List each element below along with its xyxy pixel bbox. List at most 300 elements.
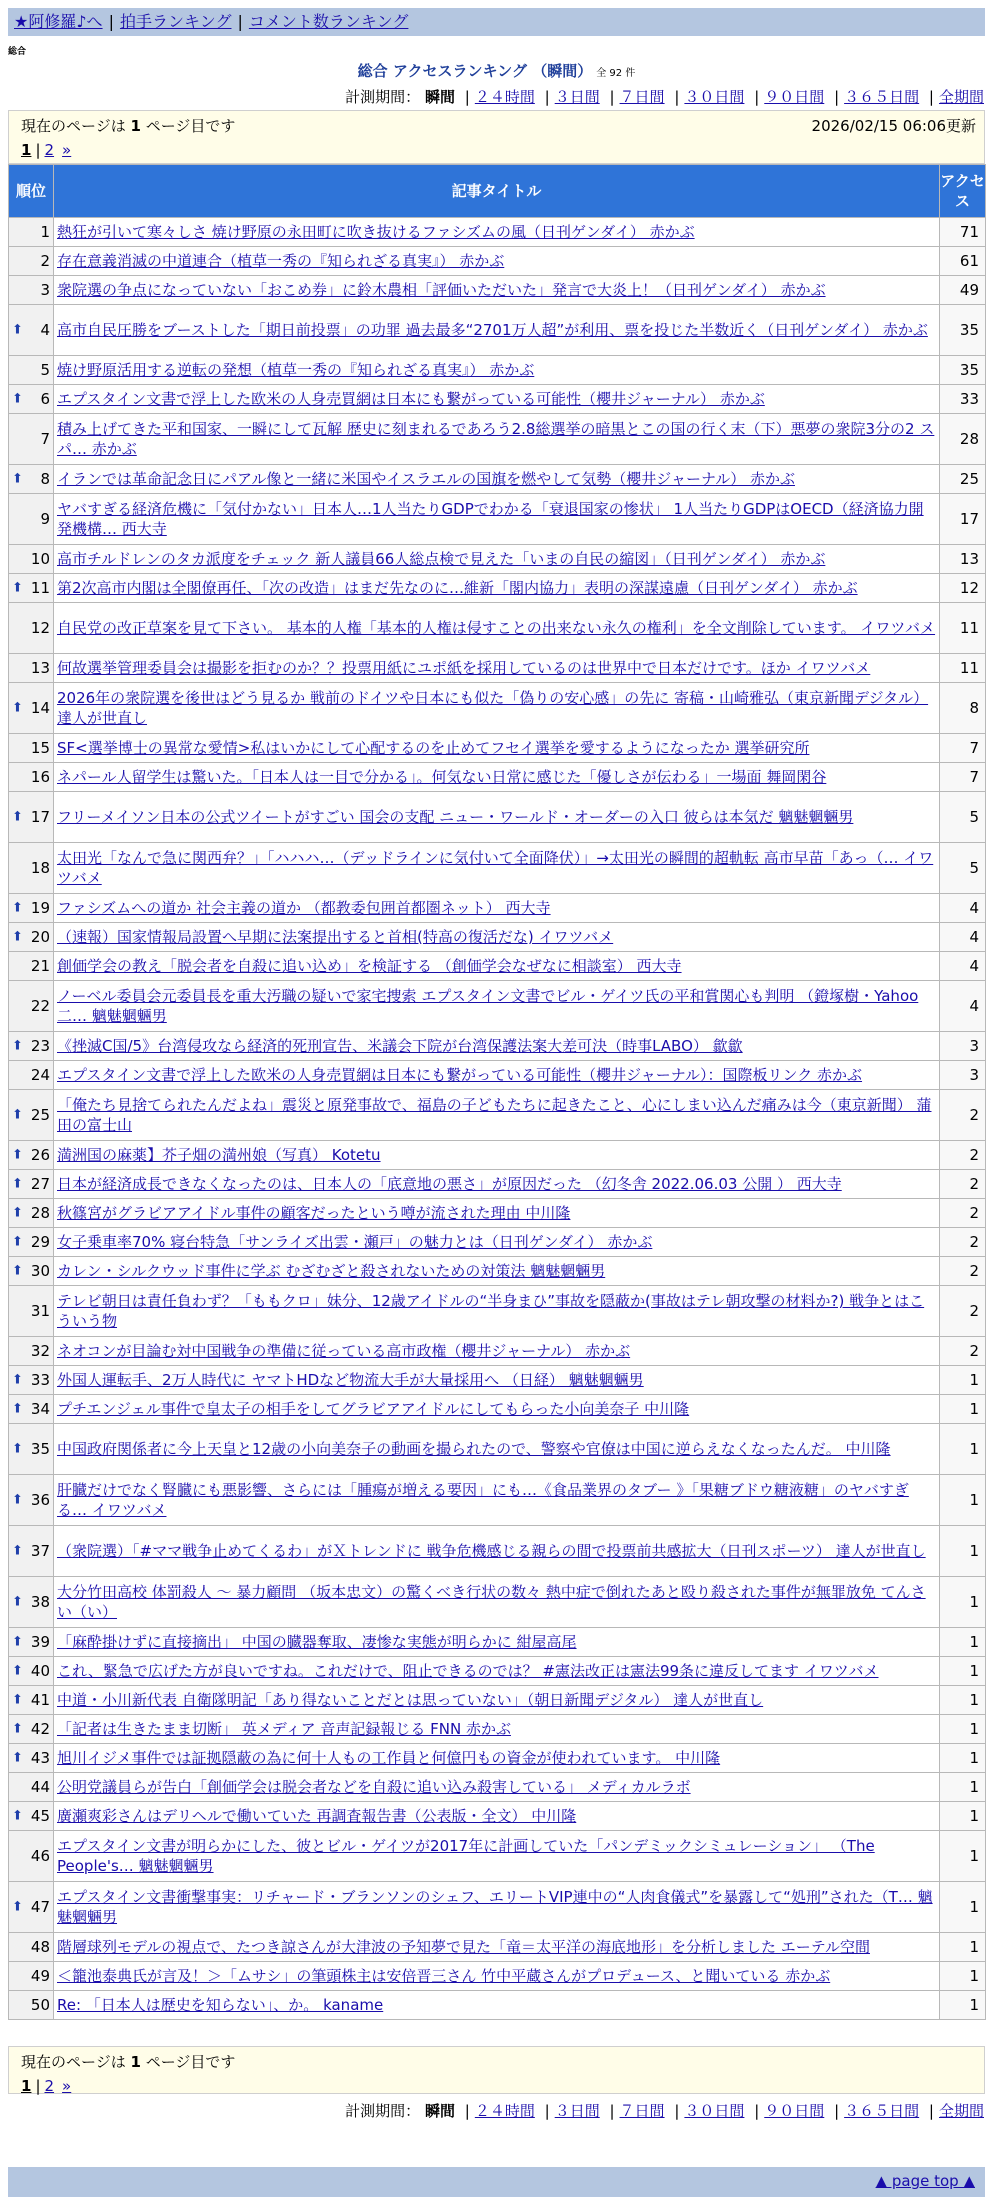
article-link[interactable]: 満洲国の麻薬】芥子畑の満州娘（写真） Kotetu bbox=[57, 1146, 381, 1164]
rank-cell bbox=[9, 465, 54, 494]
rank-number: 41 bbox=[30, 1691, 50, 1709]
article-link[interactable]: 外国人運転手、2万人時代に ヤマトHDなど物流大手が大量採用へ （日経） 魑魅魍魎男 bbox=[57, 1371, 644, 1389]
article-link[interactable]: 《挫滅C国/5》台湾侵攻なら経済的死刑宣告、米議会下院が台湾保護法案大差可決（時事LABO） 歙歙 bbox=[57, 1037, 743, 1055]
rank-up-arrow-icon: ⬆ bbox=[12, 471, 23, 487]
article-link[interactable]: 第2次高市内閣は全閣僚再任、「次の改造」はまだ先なのに…維新「閣内協力」表明の深謀遠慮（日刊ゲンダイ） 赤かぶ bbox=[57, 579, 858, 597]
rank-cell bbox=[9, 1286, 54, 1337]
rank-cell bbox=[9, 1228, 54, 1257]
rank-cell bbox=[9, 1061, 54, 1090]
total-count: 全 92 件 bbox=[596, 68, 636, 79]
period-365d-link[interactable]: ３６５日間 bbox=[844, 2102, 920, 2120]
rank-up-arrow-icon: ⬆ bbox=[12, 1441, 23, 1457]
access-count: 25 bbox=[940, 465, 986, 494]
rank-number: 4 bbox=[40, 321, 50, 339]
rank-number: 2 bbox=[40, 252, 50, 270]
rank-up-arrow-icon: ⬆ bbox=[12, 1663, 23, 1679]
title-cell bbox=[54, 1686, 940, 1715]
rank-cell bbox=[9, 1962, 54, 1991]
table-row bbox=[9, 1286, 986, 1337]
page-top-link[interactable]: ▲ page top ▲ bbox=[875, 2172, 975, 2190]
rank-cell bbox=[9, 603, 54, 654]
title-cell bbox=[54, 683, 940, 734]
access-count: 1 bbox=[940, 1657, 986, 1686]
rank-number: 11 bbox=[30, 579, 50, 597]
article-link[interactable]: イランでは革命記念日にパアル像と一緒に米国やイスラエルの国旗を燃やして気勢（櫻井ジャーナル） 赤かぶ bbox=[57, 470, 795, 488]
title-cell bbox=[54, 1526, 940, 1577]
article-link[interactable]: （速報）国家情報局設置へ早期に法案提出すると首相(特高の復活だな) イワツバメ bbox=[57, 928, 614, 946]
table-row bbox=[9, 1686, 986, 1715]
rank-number: 8 bbox=[40, 470, 50, 488]
nav-separator: | bbox=[108, 12, 114, 31]
article-link[interactable]: エプスタイン文書で浮上した欧米の人身売買網は日本にも繋がっている可能性（櫻井ジャーナル）：国際板リンク 赤かぶ bbox=[57, 1066, 863, 1084]
table-row bbox=[9, 1424, 986, 1475]
article-link[interactable]: 何故選挙管理委員会は撮影を拒むのか？？投票用紙にユポ紙を採用しているのは世界中で日本だけです。ほか イワツバメ bbox=[57, 659, 871, 677]
article-link[interactable]: 高市チルドレンのタカ派度をチェック 新人議員66人総点検で見えた「いまの自民の縮図」（日刊ゲンダイ） 赤かぶ bbox=[57, 550, 826, 568]
rank-number: 23 bbox=[30, 1037, 50, 1055]
access-count: 1 bbox=[940, 1831, 986, 1882]
period-30d-link[interactable]: ３０日間 bbox=[684, 2102, 745, 2120]
access-count: 1 bbox=[940, 1366, 986, 1395]
rank-number: 40 bbox=[30, 1662, 50, 1680]
rank-up-arrow-icon: ⬆ bbox=[12, 1750, 23, 1766]
table-row bbox=[9, 1228, 986, 1257]
access-count: 61 bbox=[940, 247, 986, 276]
title-cell bbox=[54, 574, 940, 603]
table-row bbox=[9, 574, 986, 603]
rank-up-arrow-icon: ⬆ bbox=[12, 1147, 23, 1163]
article-link[interactable]: 衆院選の争点になっていない「おこめ券」に鈴木農相「評価いただいた」発言で大炎上！（日刊ゲンダイ） 赤かぶ bbox=[57, 281, 826, 299]
article-link[interactable]: 公明党議員らが告白「創価学会は脱会者などを自殺に追い込み殺害している」 メディカルラボ bbox=[57, 1778, 691, 1796]
pager-next-link[interactable]: » bbox=[62, 141, 72, 159]
title-cell bbox=[54, 1257, 940, 1286]
article-link[interactable]: エプスタイン文書衝撃事実：リチャード・ブランソンのシェフ、エリートVIP連中の“人肉食儀式”を暴露して“処刑”された（T… 魑魅魍魎男 bbox=[57, 1888, 933, 1926]
rank-cell bbox=[9, 1802, 54, 1831]
table-row bbox=[9, 1773, 986, 1802]
access-count: 1 bbox=[940, 1882, 986, 1933]
rank-number: 42 bbox=[30, 1720, 50, 1738]
rank-cell bbox=[9, 1424, 54, 1475]
article-link[interactable]: ファシズムへの道か 社会主義の道か （都教委包囲首都圏ネット） 西大寺 bbox=[57, 899, 551, 917]
rank-number: 36 bbox=[30, 1491, 50, 1509]
table-row bbox=[9, 1337, 986, 1366]
article-link[interactable]: カレン・シルクウッド事件に学ぶ むざむざと殺されないための対策法 魑魅魍魎男 bbox=[57, 1262, 606, 1280]
page-status: 現在のページは 1 ページ目です bbox=[21, 2053, 236, 2071]
access-count: 1 bbox=[940, 1686, 986, 1715]
rank-number: 28 bbox=[30, 1204, 50, 1222]
article-link[interactable]: Re: 「日本人は歴史を知らない」、か。 kaname bbox=[57, 1996, 384, 2014]
rank-number: 15 bbox=[30, 739, 50, 757]
rank-cell bbox=[9, 247, 54, 276]
table-row bbox=[9, 1141, 986, 1170]
table-row bbox=[9, 1744, 986, 1773]
access-count: 35 bbox=[940, 305, 986, 356]
title-cell bbox=[54, 1773, 940, 1802]
rank-number: 10 bbox=[30, 550, 50, 568]
title-cell bbox=[54, 1933, 940, 1962]
article-link[interactable]: 「俺たち見捨てられたんだよね」震災と原発事故で、福島の子どもたちに起きたこと、心にしまい込んだ痛みは今（東京新聞） 蒲田の富士山 bbox=[57, 1096, 932, 1134]
title-cell bbox=[54, 385, 940, 414]
article-link[interactable]: SF<選挙博士の異常な愛情>私はいかにして心配するのを止めてフセイ選挙を愛するようになったか 選挙研究所 bbox=[57, 739, 810, 757]
period-90d-link[interactable]: ９０日間 bbox=[764, 88, 825, 106]
nav-clap-ranking-link[interactable]: 拍手ランキング bbox=[119, 12, 232, 31]
table-row bbox=[9, 385, 986, 414]
access-count: 11 bbox=[940, 603, 986, 654]
rank-number: 46 bbox=[30, 1847, 50, 1865]
rank-cell bbox=[9, 843, 54, 894]
title-cell bbox=[54, 545, 940, 574]
article-link[interactable]: 自民党の改正草案を見て下さい。 基本的人権「基本的人権は侵すことの出来ない永久の権利」を全文削除しています。 イワツバメ bbox=[57, 619, 936, 637]
rank-cell bbox=[9, 923, 54, 952]
pager-next-link[interactable]: » bbox=[62, 2077, 72, 2095]
category-label: 総合 bbox=[8, 47, 27, 57]
title-cell bbox=[54, 981, 940, 1032]
rank-up-arrow-icon: ⬆ bbox=[12, 1808, 23, 1824]
access-count: 2 bbox=[940, 1286, 986, 1337]
rank-number: 26 bbox=[30, 1146, 50, 1164]
access-count: 2 bbox=[940, 1090, 986, 1141]
rank-up-arrow-icon: ⬆ bbox=[12, 322, 23, 338]
rank-number: 7 bbox=[40, 430, 50, 448]
title-cell bbox=[54, 843, 940, 894]
table-header-row bbox=[9, 165, 986, 218]
status-panel-bottom bbox=[8, 2046, 985, 2094]
article-link[interactable]: ネパール人留学生は驚いた。「日本人は一目で分かる」。何気ない日常に感じた「優しさが伝わる」一場面 舞岡閑谷 bbox=[57, 768, 827, 786]
table-row bbox=[9, 1061, 986, 1090]
table-row bbox=[9, 1366, 986, 1395]
access-count: 1 bbox=[940, 1962, 986, 1991]
title-cell bbox=[54, 414, 940, 465]
access-count: 3 bbox=[940, 1061, 986, 1090]
rank-cell bbox=[9, 1090, 54, 1141]
nav-comment-ranking-link[interactable]: コメント数ランキング bbox=[248, 12, 409, 31]
access-count: 71 bbox=[940, 218, 986, 247]
article-link[interactable]: 2026年の衆院選を後世はどう見るか 戦前のドイツや日本にも似た「偽りの安心感」の先に 寄稿・山崎雅弘（東京新聞デジタル） 達人が世直し bbox=[57, 689, 929, 727]
current-page-number: 1 bbox=[130, 117, 141, 135]
rank-up-arrow-icon: ⬆ bbox=[12, 1107, 23, 1123]
rank-cell bbox=[9, 1882, 54, 1933]
rank-cell bbox=[9, 1526, 54, 1577]
rank-up-arrow-icon: ⬆ bbox=[12, 1543, 23, 1559]
rank-cell bbox=[9, 305, 54, 356]
access-count: 2 bbox=[940, 1199, 986, 1228]
title-cell bbox=[54, 1090, 940, 1141]
rank-number: 39 bbox=[30, 1633, 50, 1651]
ranking-table-body bbox=[9, 218, 986, 2020]
article-link[interactable]: 廣瀬爽彩さんはデリヘルで働いていた 再調査報告書（公表版・全文） 中川隆 bbox=[57, 1807, 577, 1825]
rank-cell bbox=[9, 574, 54, 603]
top-nav-bar bbox=[8, 8, 985, 36]
rank-cell bbox=[9, 1032, 54, 1061]
title-cell bbox=[54, 763, 940, 792]
rank-number: 33 bbox=[30, 1371, 50, 1389]
rank-cell bbox=[9, 1199, 54, 1228]
title-cell bbox=[54, 1199, 940, 1228]
access-count: 1 bbox=[940, 1715, 986, 1744]
period-3d-link[interactable]: ３日間 bbox=[554, 88, 600, 106]
title-cell bbox=[54, 1366, 940, 1395]
rank-number: 43 bbox=[30, 1749, 50, 1767]
access-count: 4 bbox=[940, 981, 986, 1032]
rank-cell bbox=[9, 1257, 54, 1286]
rank-cell bbox=[9, 1715, 54, 1744]
rank-up-arrow-icon: ⬆ bbox=[12, 1721, 23, 1737]
rank-number: 47 bbox=[30, 1898, 50, 1916]
title-cell bbox=[54, 603, 940, 654]
rank-number: 5 bbox=[40, 361, 50, 379]
rank-cell bbox=[9, 792, 54, 843]
rank-cell bbox=[9, 1628, 54, 1657]
rank-cell bbox=[9, 1657, 54, 1686]
pager-page-2-link[interactable]: 2 bbox=[44, 2077, 55, 2095]
rank-cell bbox=[9, 494, 54, 545]
period-24h-link[interactable]: ２４時間 bbox=[474, 2102, 535, 2120]
table-row bbox=[9, 1199, 986, 1228]
article-link[interactable]: 高市自民圧勝をブーストした「期日前投票」の功罪 過去最多“2701万人超”が利用、票を投じた半数近く（日刊ゲンダイ） 赤かぶ bbox=[57, 321, 928, 339]
rank-number: 44 bbox=[30, 1778, 50, 1796]
page-status: 現在のページは 1 ページ目です bbox=[21, 117, 236, 135]
table-row bbox=[9, 1170, 986, 1199]
title-cell bbox=[54, 1802, 940, 1831]
pager-current: 1 bbox=[21, 141, 32, 159]
rank-cell bbox=[9, 1170, 54, 1199]
table-row bbox=[9, 1628, 986, 1657]
rank-up-arrow-icon: ⬆ bbox=[12, 1176, 23, 1192]
article-link[interactable]: ヤバすぎる経済危機に「気付かない」日本人…1人当たりGDPでわかる「衰退国家の惨状」 1人当たりGDPはOECD（経済協力開発機構… 西大寺 bbox=[57, 500, 924, 538]
rank-number: 9 bbox=[40, 510, 50, 528]
article-link[interactable]: 中国政府関係者に今上天皇と12歳の小向美奈子の動画を撮られたので、警察や官僚は中国に逆らえなくなったんだ。 中川隆 bbox=[57, 1440, 891, 1458]
table-row bbox=[9, 356, 986, 385]
rank-up-arrow-icon: ⬆ bbox=[12, 1492, 23, 1508]
period-7d-link[interactable]: ７日間 bbox=[619, 2102, 665, 2120]
article-link[interactable]: プチエンジェル事件で皇太子の相手をしてグラビアアイドルにしてもらった小向美奈子 中川隆 bbox=[57, 1400, 690, 1418]
title-cell bbox=[54, 1715, 940, 1744]
rank-cell bbox=[9, 683, 54, 734]
title-cell bbox=[54, 1032, 940, 1061]
title-cell bbox=[54, 1141, 940, 1170]
access-count: 1 bbox=[940, 1577, 986, 1628]
title-cell bbox=[54, 1831, 940, 1882]
table-row bbox=[9, 1526, 986, 1577]
rank-number: 50 bbox=[30, 1996, 50, 2014]
rank-number: 48 bbox=[30, 1938, 50, 1956]
title-cell bbox=[54, 1962, 940, 1991]
rank-up-arrow-icon: ⬆ bbox=[12, 1594, 23, 1610]
article-link[interactable]: ＜籠池泰典氏が言及！＞「ムサシ」の筆頭株主は安倍晋三さん 竹中平蔵さんがプロデュース、と聞いている 赤かぶ bbox=[57, 1967, 831, 1985]
article-link[interactable]: エプスタイン文書が明らかにした、彼とビル・ゲイツが2017年に計画していた「パンデミックシミュレーション」 （The People's… 魑魅魍魎男 bbox=[57, 1837, 875, 1875]
table-row bbox=[9, 1657, 986, 1686]
title-cell bbox=[54, 1657, 940, 1686]
rank-cell bbox=[9, 1141, 54, 1170]
article-link[interactable]: エプスタイン文書で浮上した欧米の人身売買網は日本にも繋がっている可能性（櫻井ジャーナル） 赤かぶ bbox=[57, 390, 765, 408]
article-link[interactable]: 大分竹田高校 体罰殺人 〜 暴力顧問 （坂本忠文）の驚くべき行状の数々 熱中症で倒れたあと殴り殺された事件が無罪放免 てんさい（い） bbox=[57, 1583, 926, 1621]
period-24h-link[interactable]: ２４時間 bbox=[474, 88, 535, 106]
title-cell bbox=[54, 1991, 940, 2020]
table-row bbox=[9, 734, 986, 763]
rank-number: 37 bbox=[30, 1542, 50, 1560]
title-cell bbox=[54, 305, 940, 356]
rank-cell bbox=[9, 1577, 54, 1628]
access-count: 4 bbox=[940, 952, 986, 981]
access-count: 5 bbox=[940, 792, 986, 843]
rank-number: 14 bbox=[30, 699, 50, 717]
table-row bbox=[9, 276, 986, 305]
rank-up-arrow-icon: ⬆ bbox=[12, 809, 23, 825]
rank-number: 45 bbox=[30, 1807, 50, 1825]
access-count: 28 bbox=[940, 414, 986, 465]
nav-separator: | bbox=[237, 12, 243, 31]
article-link[interactable]: 秋篠宮がグラビアアイドル事件の顧客だったという噂が流された理由 中川隆 bbox=[57, 1204, 571, 1222]
rank-number: 25 bbox=[30, 1106, 50, 1124]
access-count: 1 bbox=[940, 1475, 986, 1526]
period-current: 瞬間 bbox=[424, 88, 455, 106]
access-count: 8 bbox=[940, 683, 986, 734]
rank-number: 19 bbox=[30, 899, 50, 917]
rank-number: 20 bbox=[30, 928, 50, 946]
table-row bbox=[9, 1032, 986, 1061]
table-row bbox=[9, 654, 986, 683]
table-row bbox=[9, 1090, 986, 1141]
article-link[interactable]: ノーベル委員会元委員長を重大汚職の疑いで家宅捜索 エプスタイン文書でビル・ゲイツ氏の平和賞関心も判明 （鐙塚樹・Yahoo二… 魑魅魍魎男 bbox=[57, 987, 919, 1025]
article-link[interactable]: 太田光「なんで急に関西弁？」「ハハハ…（デッドラインに気付いて全面降伏）」→太田光の瞬間的超軌転 高市早苗「あっ（… イワツバメ bbox=[57, 849, 934, 887]
access-count: 35 bbox=[940, 356, 986, 385]
table-row bbox=[9, 1802, 986, 1831]
rank-up-arrow-icon: ⬆ bbox=[12, 1038, 23, 1054]
title-cell bbox=[54, 1744, 940, 1773]
article-link[interactable]: 「記者は生きたまま切断」 英メディア 音声記録報じる FNN 赤かぶ bbox=[57, 1720, 511, 1738]
title-cell bbox=[54, 247, 940, 276]
access-count: 11 bbox=[940, 654, 986, 683]
article-link[interactable]: 「麻酔掛けずに直接摘出」 中国の臓器奪取、凄惨な実態が明らかに 紺屋高尾 bbox=[57, 1633, 577, 1651]
title-cell bbox=[54, 952, 940, 981]
period-90d-link[interactable]: ９０日間 bbox=[764, 2102, 825, 2120]
period-all-link[interactable]: 全期間 bbox=[938, 2102, 984, 2120]
title-cell bbox=[54, 1475, 940, 1526]
rank-number: 27 bbox=[30, 1175, 50, 1193]
rank-cell bbox=[9, 894, 54, 923]
title-cell bbox=[54, 276, 940, 305]
access-count: 4 bbox=[940, 923, 986, 952]
access-count: 7 bbox=[940, 734, 986, 763]
rank-cell bbox=[9, 763, 54, 792]
rank-cell bbox=[9, 1475, 54, 1526]
period-selector-bottom: 計測期間： 瞬間 | ２４時間 | ３日間 | ７日間 | ３０日間 | ９０日間 | ３６５日間 | 全期間 bbox=[345, 2102, 984, 2120]
rank-number: 29 bbox=[30, 1233, 50, 1251]
rank-number: 21 bbox=[30, 957, 50, 975]
title-cell bbox=[54, 654, 940, 683]
table-row bbox=[9, 683, 986, 734]
article-link[interactable]: これ、緊急で広げた方が良いですね。これだけで、阻止できるのでは？ #憲法改正は憲法99条に違反してます イワツバメ bbox=[57, 1662, 879, 1680]
period-365d-link[interactable]: ３６５日間 bbox=[844, 88, 920, 106]
rank-number: 34 bbox=[30, 1400, 50, 1418]
title-cell bbox=[54, 218, 940, 247]
access-count: 13 bbox=[940, 545, 986, 574]
rank-up-arrow-icon: ⬆ bbox=[12, 1205, 23, 1221]
title-cell bbox=[54, 494, 940, 545]
rank-up-arrow-icon: ⬆ bbox=[12, 900, 23, 916]
title-cell bbox=[54, 1424, 940, 1475]
article-link[interactable]: 積み上げてきた平和国家、一瞬にして瓦解 歴史に刻まれるであろう2.8総選挙の暗黒とこの国の行く末（下）悪夢の衆院3分の2 スパ… 赤かぶ bbox=[57, 420, 935, 458]
rank-up-arrow-icon: ⬆ bbox=[12, 700, 23, 716]
rank-cell bbox=[9, 356, 54, 385]
title-cell bbox=[54, 1170, 940, 1199]
table-row bbox=[9, 792, 986, 843]
rank-number: 17 bbox=[30, 808, 50, 826]
article-link[interactable]: ネオコンが目論む対中国戦争の準備に従っている高市政権（櫻井ジャーナル） 赤かぶ bbox=[57, 1342, 631, 1360]
article-link[interactable]: （衆院選）「#ママ戦争止めてくるわ」がＸトレンドに 戦争危機感じる親らの間で投票前共感拡大（日刊スポーツ） 達人が世直し bbox=[57, 1542, 926, 1560]
access-count: 1 bbox=[940, 1395, 986, 1424]
header-access: アクセス bbox=[940, 165, 986, 218]
period-30d-link[interactable]: ３０日間 bbox=[684, 88, 745, 106]
article-link[interactable]: 女子乗車率70% 寝台特急「サンライズ出雲・瀬戸」の魅力とは（日刊ゲンダイ） 赤かぶ bbox=[57, 1233, 653, 1251]
article-link[interactable]: 存在意義消滅の中道連合（植草一秀の『知られざる真実』） 赤かぶ bbox=[57, 252, 505, 270]
rank-cell bbox=[9, 654, 54, 683]
period-3d-link[interactable]: ３日間 bbox=[554, 2102, 600, 2120]
table-row bbox=[9, 923, 986, 952]
access-count: 1 bbox=[940, 1628, 986, 1657]
table-row bbox=[9, 843, 986, 894]
pager-page-2-link[interactable]: 2 bbox=[44, 141, 55, 159]
article-link[interactable]: 旭川イジメ事件では証拠隠蔽の為に何十人もの工作員と何億円もの資金が使われています。 中川隆 bbox=[57, 1749, 721, 1767]
period-7d-link[interactable]: ７日間 bbox=[619, 88, 665, 106]
table-row bbox=[9, 763, 986, 792]
rank-number: 16 bbox=[30, 768, 50, 786]
access-count: 1 bbox=[940, 1773, 986, 1802]
rank-number: 31 bbox=[30, 1302, 50, 1320]
table-row bbox=[9, 603, 986, 654]
rank-up-arrow-icon: ⬆ bbox=[12, 929, 23, 945]
rank-cell bbox=[9, 1991, 54, 2020]
article-link[interactable]: 熱狂が引いて寒々しさ 焼け野原の永田町に吹き抜けるファシズムの風（日刊ゲンダイ） 赤かぶ bbox=[57, 223, 695, 241]
pager-top: 1 | 2 » bbox=[21, 141, 72, 159]
rank-cell bbox=[9, 1686, 54, 1715]
rank-cell bbox=[9, 1366, 54, 1395]
current-page-number: 1 bbox=[130, 2053, 141, 2071]
article-link[interactable]: 焼け野原活用する逆転の発想（植草一秀の『知られざる真実』） 赤かぶ bbox=[57, 361, 535, 379]
rank-number: 18 bbox=[30, 859, 50, 877]
table-row bbox=[9, 414, 986, 465]
article-link[interactable]: テレビ朝日は責任負わず？「ももクロ」妹分、12歳アイドルの“半身まひ”事故を隠蔽か(事故はテレ朝攻撃の材料か?) 戦争とはこういう物 bbox=[57, 1292, 925, 1330]
table-row bbox=[9, 1475, 986, 1526]
rank-up-arrow-icon: ⬆ bbox=[12, 1401, 23, 1417]
rank-up-arrow-icon: ⬆ bbox=[12, 1899, 23, 1915]
title-cell bbox=[54, 1628, 940, 1657]
title-cell bbox=[54, 894, 940, 923]
rank-cell bbox=[9, 545, 54, 574]
access-count: 1 bbox=[940, 1526, 986, 1577]
rank-number: 13 bbox=[30, 659, 50, 677]
article-link[interactable]: 階層球列モデルの視点で、たつき諒さんが大津波の予知夢で見た「竜＝太平洋の海底地形」を分析しました エーテル空間 bbox=[57, 1938, 870, 1956]
rank-number: 12 bbox=[30, 619, 50, 637]
article-link[interactable]: 日本が経済成長できなくなったのは、日本人の「底意地の悪さ」が原因だった （幻冬舎 2022.06.03 公開 ） 西大寺 bbox=[57, 1175, 842, 1193]
article-link[interactable]: フリーメイソン日本の公式ツイートがすごい 国会の支配 ニュー・ワールド・オーダーの入口 彼らは本気だ 魑魅魍魎男 bbox=[57, 808, 854, 826]
access-count: 4 bbox=[940, 894, 986, 923]
article-link[interactable]: 肝臓だけでなく腎臓にも悪影響、さらには「腫瘍が増える要因」にも…《食品業界のタブー 》「果糖ブドウ糖液糖」のヤバすぎる… イワツバメ bbox=[57, 1481, 909, 1519]
table-row bbox=[9, 218, 986, 247]
article-link[interactable]: 中道・小川新代表 自衛隊明記「あり得ないことだとは思っていない」（朝日新聞デジタル） 達人が世直し bbox=[57, 1691, 764, 1709]
rank-number: 1 bbox=[40, 223, 50, 241]
table-row bbox=[9, 1395, 986, 1424]
rank-cell bbox=[9, 1337, 54, 1366]
table-row bbox=[9, 1831, 986, 1882]
rank-number: 24 bbox=[30, 1066, 50, 1084]
title-cell bbox=[54, 792, 940, 843]
table-row bbox=[9, 1991, 986, 2020]
access-count: 2 bbox=[940, 1228, 986, 1257]
rank-number: 38 bbox=[30, 1593, 50, 1611]
period-all-link[interactable]: 全期間 bbox=[938, 88, 984, 106]
article-link[interactable]: 創価学会の教え「脱会者を自殺に追い込め」を検証する （創価学会なぜなに相談室） 西大寺 bbox=[57, 957, 682, 975]
nav-home-link[interactable]: ★阿修羅♪へ bbox=[14, 12, 103, 31]
